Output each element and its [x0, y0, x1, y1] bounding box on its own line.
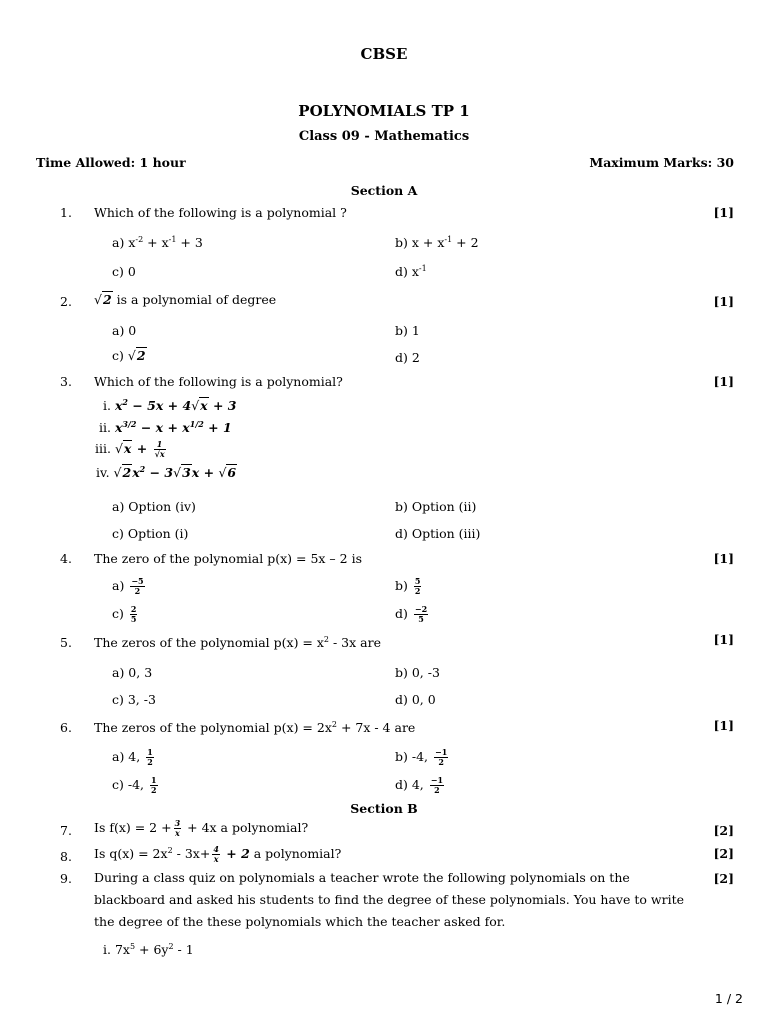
q6-option-a: a) 4, $\frac{1}{2}$: [112, 747, 153, 767]
q1-number: 1.: [60, 205, 72, 220]
paper-subtitle: Class 09 - Mathematics: [298, 129, 470, 144]
q5-text: The zeros of the polynomial $p(x) = x^2 - 3x$ are: [94, 635, 381, 650]
q8-text: Is $q(x) = 2x^2 - 3x+$ $\frac{4}{x}$ + 2 a polynomial?: [94, 844, 342, 864]
q6-option-c: c) -4, $\frac{1}{2}$: [112, 775, 157, 795]
q8-number: 8.: [60, 849, 72, 864]
q1-marks: [1]: [713, 205, 734, 220]
q6-option-b: b) -4, $\frac{-1}{2}$: [395, 747, 448, 767]
item-label: iii.: [95, 441, 111, 456]
q2-option-b: b) 1: [395, 323, 420, 338]
q3-option-d: d) Option (iii): [395, 526, 481, 541]
option-label: c): [112, 606, 128, 621]
q4-marks: [1]: [713, 551, 734, 566]
q9-item-c: - 1: [173, 942, 194, 957]
item-label: iv.: [96, 465, 110, 480]
q8-text-c: a polynomial?: [249, 846, 342, 861]
option-label: b): [395, 235, 412, 250]
item-label: i.: [103, 398, 111, 413]
q6-text-a: The zeros of the polynomial p(x) = 2x: [94, 720, 332, 735]
q4-text: The zero of the polynomial p(x) = 5x – 2 is: [94, 551, 362, 566]
time-allowed: Time Allowed: 1 hour: [36, 155, 186, 170]
q9-item-i: i. $7x^5 + 6y^2 - 1$: [103, 942, 194, 957]
section-b-heading: Section B: [350, 801, 418, 816]
q7-number: 7.: [60, 823, 72, 838]
q2-option-d: d) 2: [395, 350, 420, 365]
q9-item-b: + 6y: [135, 942, 169, 957]
option-label: d): [395, 606, 412, 621]
max-marks: Maximum Marks: 30: [589, 155, 734, 170]
q3-option-b: b) Option (ii): [395, 499, 477, 514]
q2-text-body: is a polynomial of degree: [112, 292, 277, 307]
q5-option-d: d) 0, 0: [395, 692, 436, 707]
page-number: 1 / 2: [714, 991, 743, 1006]
paper-title: POLYNOMIALS TP 1: [298, 102, 470, 120]
q9-number: 9.: [60, 871, 72, 886]
q3-marks: [1]: [713, 374, 734, 389]
sqrt-expression: √2: [94, 292, 112, 307]
section-a-heading: Section A: [350, 183, 418, 198]
q3-number: 3.: [60, 374, 72, 389]
q4-option-c: c) $\frac{2}{5}$: [112, 604, 137, 624]
option-label: d): [395, 264, 412, 279]
q8-text-b: - 3x+: [172, 846, 211, 861]
q6-text-b: + 7x - 4 are: [336, 720, 416, 735]
q4-option-b: b) $\frac{5}{2}$: [395, 576, 421, 596]
q9-item-a: i. 7x: [103, 942, 130, 957]
q6-number: 6.: [60, 720, 72, 735]
q3-text: Which of the following is a polynomial?: [94, 374, 343, 389]
q1-option-d: d) $x^{-1}$: [395, 264, 427, 279]
q2-option-c: c) √2: [112, 348, 146, 363]
q5-marks: [1]: [713, 632, 734, 647]
q3-option-c: c) Option (i): [112, 526, 189, 541]
q7-text-b: + 4x a polynomial?: [183, 820, 309, 835]
q3-item-ii: ii. $x^{3/2} - x + x^{1/2} + 1$: [99, 419, 232, 435]
option-label: c) -4,: [112, 777, 148, 792]
q5-option-a: a) 0, 3: [112, 665, 153, 680]
q1-option-a: a) $x^{-2} + x^{-1} + 3$: [112, 235, 203, 250]
q4-option-d: d) $\frac{-2}{5}$: [395, 604, 428, 624]
option-label: b): [395, 578, 412, 593]
q1-text: Which of the following is a polynomial ?: [94, 205, 347, 220]
q7-marks: [2]: [713, 823, 734, 838]
q5-option-c: c) 3, -3: [112, 692, 156, 707]
q2-number: 2.: [60, 294, 72, 309]
option-label: a) 4,: [112, 749, 145, 764]
option-label: c): [112, 348, 128, 363]
q7-text: Is f(x) = 2 + $\frac{3}{x}$ + 4x a polynomial?: [94, 818, 309, 838]
q5-number: 5.: [60, 635, 72, 650]
q5-text-a: The zeros of the polynomial p(x) = x: [94, 635, 324, 650]
option-label: a): [112, 578, 129, 593]
option-label: b) -4,: [395, 749, 432, 764]
q9-marks: [2]: [713, 871, 734, 886]
q2-text: [94, 292, 276, 307]
q1-option-c: c) 0: [112, 264, 136, 279]
q2-marks: [1]: [713, 294, 734, 309]
q2-option-a: a) 0: [112, 323, 137, 338]
q8-marks: [2]: [713, 846, 734, 861]
q5-text-b: - 3x are: [329, 635, 381, 650]
q4-number: 4.: [60, 551, 72, 566]
q6-option-d: d) 4, $\frac{-1}{2}$: [395, 775, 444, 795]
q8-text-a: Is q(x) = 2x: [94, 846, 168, 861]
option-label: a): [112, 235, 129, 250]
q9-text: During a class quiz on polynomials a teacher wrote the following polynomials on the blackboard and asked his students to find the degree of these polynomials. You have to write the degree of the these polynomials which the teacher asked for.: [94, 870, 684, 929]
q1-option-b: b) $x + x^{-1} + 2$: [395, 235, 479, 250]
q7-text-a: Is f(x) = 2 +: [94, 820, 172, 835]
q5-option-b: b) 0, -3: [395, 665, 440, 680]
option-label: d) 4,: [395, 777, 428, 792]
q3-item-i: i. $x^2 - 5x + 4√x + 3$: [103, 397, 237, 413]
q6-text: The zeros of the polynomial $p(x) = 2x^2 + 7x - 4$ are: [94, 720, 416, 735]
item-label: ii.: [99, 420, 111, 435]
q4-option-a: a) $\frac{-5}{2}$: [112, 576, 144, 596]
board-name: CBSE: [360, 45, 408, 63]
q6-marks: [1]: [713, 718, 734, 733]
q3-item-iii: iii. √x + $\frac{1}{√x}$: [95, 439, 165, 459]
q3-option-a: a) Option (iv): [112, 499, 196, 514]
q3-item-iv: iv. $√2x^2 - 3√3x + √6$: [96, 464, 237, 480]
